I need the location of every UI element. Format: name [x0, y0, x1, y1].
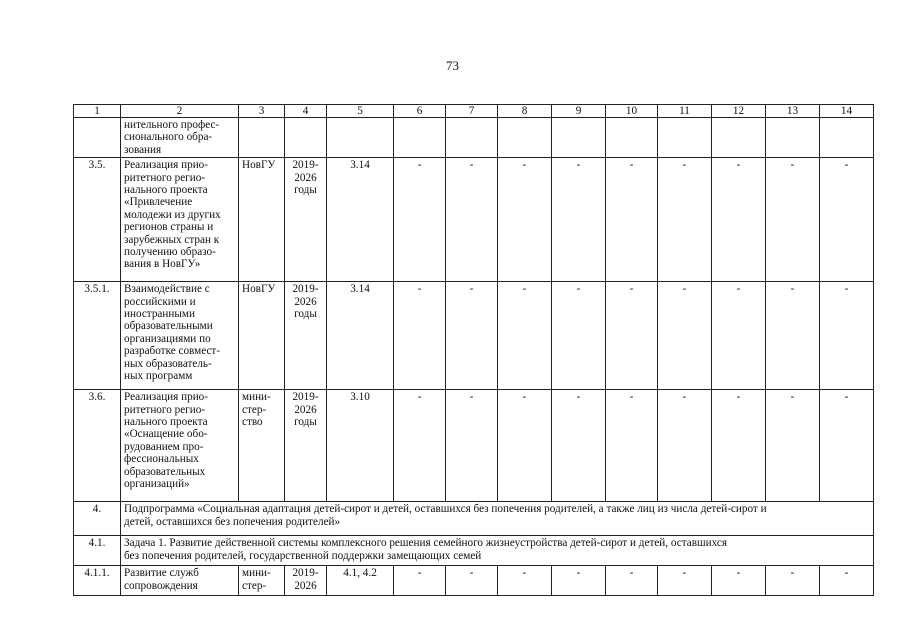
value-cell: - [446, 390, 498, 502]
task-title [121, 536, 874, 566]
subprogram-title-line: Подпрограмма «Социальная адаптация детей-сирот и детей, оставшихся без попечения родителей, а также лиц из числа детей-сирот и [124, 503, 767, 516]
value-cell: - [712, 390, 766, 502]
target-indicator: 3.14 [327, 158, 394, 282]
period [285, 158, 327, 282]
measure-name-line: зования [124, 143, 162, 156]
measure-name-line: рудованием про- [124, 440, 204, 453]
period-line: 2026 [294, 171, 317, 184]
measure-name-line: образовательных [124, 465, 206, 478]
empty-cell [285, 118, 327, 158]
measure-name-line: вания в НовГУ» [124, 258, 201, 271]
table-row [74, 282, 874, 390]
executor-line: мини- [242, 391, 271, 404]
value-cell: - [446, 158, 498, 282]
table-row [74, 566, 874, 596]
empty-cell [498, 118, 552, 158]
empty-cell [658, 118, 712, 158]
task-title-line: Задача 1. Развитие действенной системы комплексного решения семейного жизнеустройства детей-сирот и детей, оставшихся [124, 537, 727, 550]
value-cell: - [498, 390, 552, 502]
value-cell: - [606, 390, 658, 502]
measure-name-line: молодежи из других [124, 208, 221, 221]
row-number: 3.6. [74, 390, 121, 502]
header-cell: 12 [712, 105, 766, 118]
measure-name-line: нального проекта [124, 184, 208, 197]
subprogram-title-line: детей, оставшихся без попечения родителей» [124, 515, 341, 528]
measure-name-line: ных программ [124, 370, 193, 383]
measure-name-line: регионов страны и [124, 221, 214, 234]
empty-cell [446, 118, 498, 158]
target-indicator: 3.14 [327, 282, 394, 390]
value-cell: - [446, 566, 498, 596]
header-cell: 1 [74, 105, 121, 118]
subprogram-title [121, 502, 874, 536]
measure-name [121, 566, 239, 596]
header-row [74, 105, 874, 118]
measure-name-line: организациями по [124, 332, 211, 345]
value-cell: - [766, 158, 820, 282]
row-number: 4.1.1. [74, 566, 121, 596]
measure-name-line: Развитие служб [124, 567, 199, 580]
table-row [74, 158, 874, 282]
period [285, 282, 327, 390]
value-cell: - [552, 390, 606, 502]
measure-name-line: сионального обра- [124, 131, 213, 144]
executor-line: НовГУ [242, 159, 276, 172]
measure-name-line: организаций» [124, 478, 190, 491]
page-number: 73 [446, 58, 459, 73]
value-cell: - [766, 282, 820, 390]
value-cell: - [606, 282, 658, 390]
value-cell: - [766, 390, 820, 502]
target-indicator: 4.1, 4.2 [327, 566, 394, 596]
executor-line: НовГУ [242, 283, 276, 296]
executor-line: стер- [242, 403, 267, 416]
value-cell: - [606, 566, 658, 596]
measure-name-line: «Оснащение обо- [124, 428, 208, 441]
empty-cell [394, 118, 446, 158]
period-line: 2019- [292, 159, 319, 172]
empty-cell [327, 118, 394, 158]
period-line: годы [294, 308, 317, 321]
empty-cell [552, 118, 606, 158]
value-cell: - [394, 282, 446, 390]
measure-name-line: нительного профес- [124, 119, 220, 131]
period [285, 566, 327, 596]
value-cell: - [658, 390, 712, 502]
measure-name-line: ных образователь- [124, 357, 212, 370]
measure-name-line: ритетного регио- [124, 403, 206, 416]
target-indicator: 3.10 [327, 390, 394, 502]
header-cell: 11 [658, 105, 712, 118]
measure-name-line: Реализация прио- [124, 391, 208, 404]
header-cell: 7 [446, 105, 498, 118]
period-line: 2019- [292, 567, 319, 580]
executor-line: мини- [242, 567, 271, 580]
measure-name [121, 118, 239, 158]
measure-name-line: нального проекта [124, 416, 208, 429]
value-cell: - [498, 566, 552, 596]
measure-name-line: фессиональных [124, 453, 199, 466]
measure-name-line: российскими и [124, 295, 196, 308]
measure-name-line: разработке совмест- [124, 345, 221, 358]
empty-cell [239, 118, 285, 158]
executor-line: стер- [242, 579, 267, 592]
row-number: 4.1. [74, 536, 121, 566]
header-cell: 4 [285, 105, 327, 118]
program-table [73, 104, 874, 596]
executor [239, 566, 285, 596]
header-cell: 6 [394, 105, 446, 118]
header-cell: 14 [820, 105, 874, 118]
value-cell: - [712, 566, 766, 596]
measure-name-line: ритетного регио- [124, 171, 206, 184]
measure-name-line: образовательными [124, 320, 213, 333]
value-cell: - [552, 282, 606, 390]
value-cell: - [712, 158, 766, 282]
value-cell: - [712, 282, 766, 390]
period-line: 2019- [292, 283, 319, 296]
header-cell: 9 [552, 105, 606, 118]
period-line: годы [294, 184, 317, 197]
table-row [74, 390, 874, 502]
period [285, 390, 327, 502]
task-title-line: без попечения родителей, государственной поддержки замещающих семей [124, 549, 482, 562]
measure-name-line: получению образо- [124, 246, 216, 259]
measure-name-line: Взаимодействие с [124, 283, 210, 296]
empty-cell [712, 118, 766, 158]
value-cell: - [820, 390, 874, 502]
period-line: 2026 [294, 403, 317, 416]
value-cell: - [820, 566, 874, 596]
value-cell: - [658, 282, 712, 390]
measure-name-line: иностранными [124, 308, 195, 321]
measure-name-line: «Привлечение [124, 196, 193, 209]
empty-cell [766, 118, 820, 158]
value-cell: - [446, 282, 498, 390]
value-cell: - [498, 282, 552, 390]
measure-name [121, 158, 239, 282]
value-cell: - [820, 282, 874, 390]
header-cell: 2 [121, 105, 239, 118]
empty-cell [606, 118, 658, 158]
value-cell: - [658, 158, 712, 282]
value-cell: - [394, 390, 446, 502]
measure-name [121, 390, 239, 502]
value-cell: - [552, 566, 606, 596]
period-line: 2026 [294, 579, 317, 592]
value-cell: - [394, 566, 446, 596]
executor [239, 390, 285, 502]
empty-cell [820, 118, 874, 158]
measure-name-line: зарубежных стран к [124, 233, 220, 246]
row-number [74, 118, 121, 158]
measure-name [121, 282, 239, 390]
header-cell: 5 [327, 105, 394, 118]
header-cell: 3 [239, 105, 285, 118]
executor [239, 158, 285, 282]
executor [239, 282, 285, 390]
value-cell: - [498, 158, 552, 282]
value-cell: - [606, 158, 658, 282]
task-row [74, 536, 874, 566]
row-number: 4. [74, 502, 121, 536]
row-number: 3.5. [74, 158, 121, 282]
measure-name-line: сопровождения [124, 579, 198, 592]
executor-line: ство [242, 416, 263, 429]
value-cell: - [394, 158, 446, 282]
header-cell: 8 [498, 105, 552, 118]
value-cell: - [766, 566, 820, 596]
header-cell: 13 [766, 105, 820, 118]
measure-name-line: Реализация прио- [124, 159, 208, 172]
period-line: 2026 [294, 295, 317, 308]
period-line: 2019- [292, 391, 319, 404]
value-cell: - [820, 158, 874, 282]
header-cell: 10 [606, 105, 658, 118]
continuation-row [74, 118, 874, 158]
row-number: 3.5.1. [74, 282, 121, 390]
value-cell: - [552, 158, 606, 282]
value-cell: - [658, 566, 712, 596]
period-line: годы [294, 416, 317, 429]
subprogram-row [74, 502, 874, 536]
